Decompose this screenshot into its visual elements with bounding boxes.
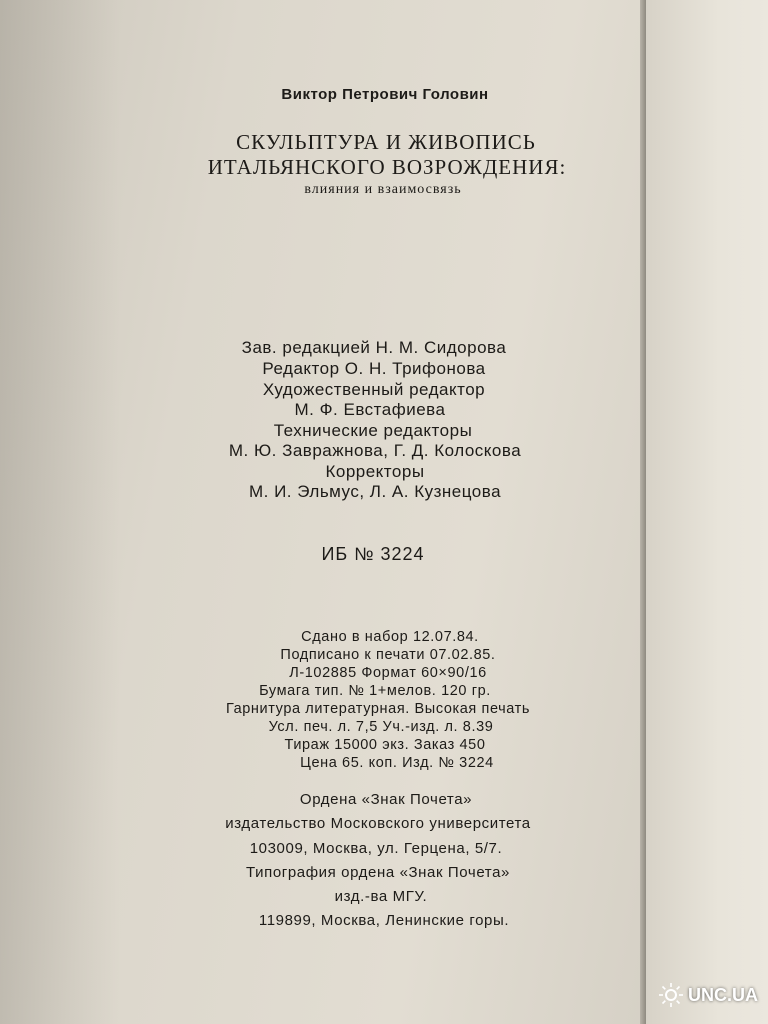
adjacent-page <box>646 0 768 1024</box>
imprint-line: Усл. печ. л. 7,5 Уч.-изд. л. 8.39 <box>268 719 494 735</box>
watermark-text: UNC.UA <box>688 984 758 1005</box>
publisher-line: изд.-ва МГУ. <box>334 888 428 905</box>
imprint-line: Сдано в набор 12.07.84. <box>301 629 479 645</box>
credit-line: М. Ю. Завражнова, Г. Д. Колоскова <box>228 441 522 460</box>
watermark <box>658 980 758 1010</box>
imprint-line: Тираж 15000 экз. Заказ 450 <box>284 737 486 753</box>
imprint-line: Л-102885 Формат 60×90/16 <box>289 665 487 681</box>
credit-line: Редактор О. Н. Трифонова <box>262 359 486 378</box>
page-shadow <box>0 0 120 1024</box>
imprint-line: Цена 65. коп. Изд. № 3224 <box>300 755 494 771</box>
imprint-line: Подписано к печати 07.02.85. <box>280 647 496 663</box>
publisher-line: 103009, Москва, ул. Герцена, 5/7. <box>249 840 503 857</box>
credit-line: М. И. Эльмус, Л. А. Кузнецова <box>248 482 502 501</box>
ib-number: ИБ № 3224 <box>321 544 425 564</box>
title-line-1: СКУЛЬПТУРА И ЖИВОПИСЬ <box>236 130 536 154</box>
sunburst-icon <box>658 982 684 1008</box>
title-line-2: ИТАЛЬЯНСКОГО ВОЗРОЖДЕНИЯ: <box>207 155 567 179</box>
publisher-line: 119899, Москва, Ленинские горы. <box>258 912 510 929</box>
imprint-line: Бумага тип. № 1+мелов. 120 гр. <box>259 683 491 699</box>
credit-line: Технические редакторы <box>273 421 473 440</box>
credit-line: Художественный редактор <box>262 380 486 399</box>
credit-line: Корректоры <box>325 462 425 481</box>
imprint-line: Гарнитура литературная. Высокая печать <box>225 701 531 717</box>
publisher-line: издательство Московского университета <box>225 815 531 832</box>
publisher-line: Ордена «Знак Почета» <box>299 791 473 808</box>
credit-line: М. Ф. Евстафиева <box>294 400 446 419</box>
publisher-line: Типография ордена «Знак Почета» <box>246 864 510 881</box>
subtitle: влияния и взаимосвязь <box>304 182 462 197</box>
credit-line: Зав. редакцией Н. М. Сидорова <box>241 338 507 357</box>
author-name: Виктор Петрович Головин <box>281 86 489 103</box>
